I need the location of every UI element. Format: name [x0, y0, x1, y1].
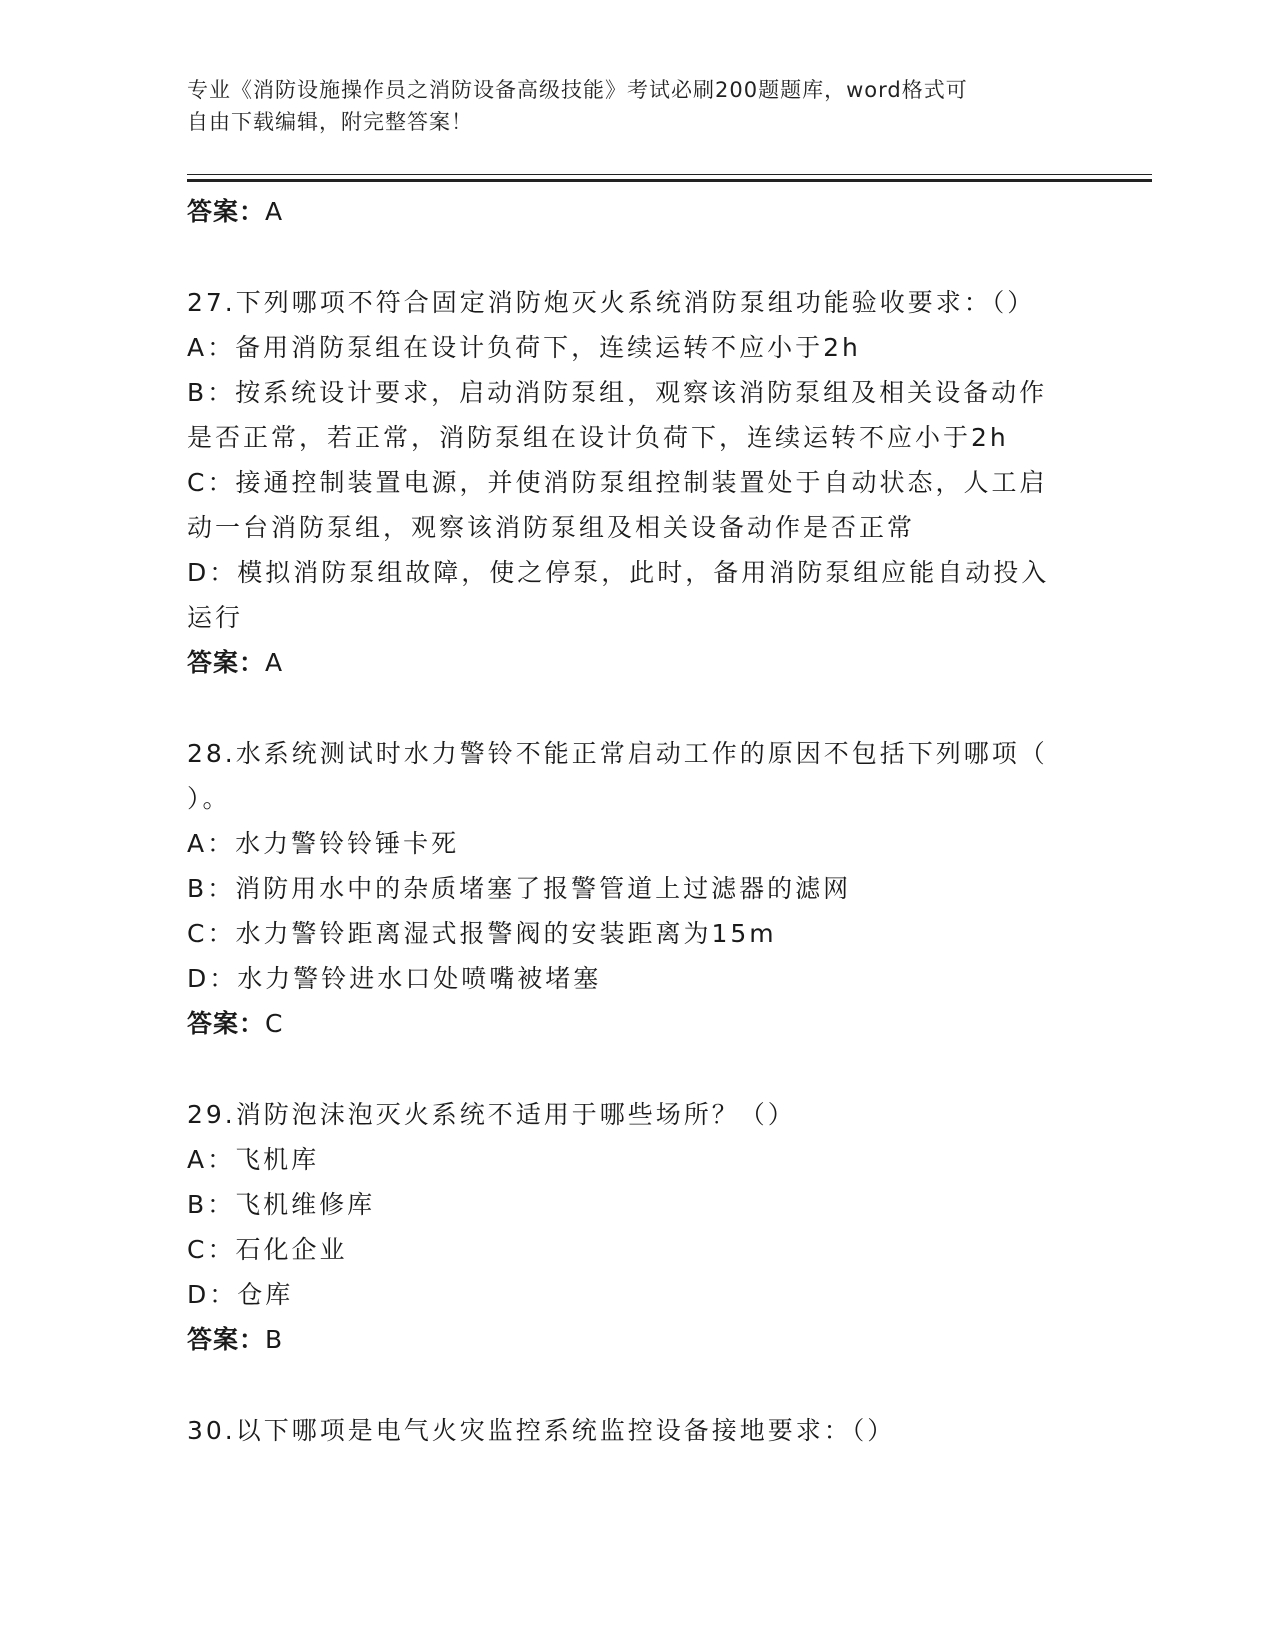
spacer: [187, 1047, 1087, 1092]
spacer: [187, 686, 1087, 731]
question-item: [187, 1408, 1087, 1453]
question-list: [187, 189, 1087, 1453]
option-b: [187, 370, 1087, 460]
answer-value: C: [265, 1009, 284, 1038]
answer-value: B: [265, 1325, 284, 1354]
header-line-2: 自由下载编辑，附完整答案！: [187, 110, 473, 134]
option-d: D：仓库: [187, 1280, 294, 1309]
header-divider-thin: [187, 174, 1152, 175]
page-header: [187, 74, 1087, 138]
option-c: [187, 460, 1087, 550]
answer-line: [187, 640, 1087, 686]
option-text: D：模拟消防泵组故障，使之停泵，此时，备用消防泵组应能自动投入: [187, 558, 1050, 587]
answer-line: [187, 189, 1087, 235]
option-text: B：按系统设计要求，启动消防泵组，观察该消防泵组及相关设备动作: [187, 378, 1048, 407]
option-text-continued: 动一台消防泵组，观察该消防泵组及相关设备动作是否正常: [187, 513, 916, 542]
question-item: [187, 280, 1087, 686]
question-item: [187, 731, 1087, 1047]
answer-label: 答案：: [187, 1325, 266, 1354]
option-b: B：飞机维修库: [187, 1190, 376, 1219]
header-line-1: 专业《消防设施操作员之消防设备高级技能》考试必刷200题题库，word格式可: [187, 78, 968, 102]
header-divider-thick: [187, 179, 1152, 182]
answer-label: 答案：: [187, 197, 266, 226]
option-text: A：备用消防泵组在设计负荷下，连续运转不应小于2h: [187, 333, 861, 362]
option-c: C：石化企业: [187, 1235, 348, 1264]
question-stem: 29.消防泡沫泡灭火系统不适用于哪些场所？（）: [187, 1100, 796, 1129]
option-text: C：接通控制装置电源，并使消防泵组控制装置处于自动状态，人工启: [187, 468, 1048, 497]
answer-line: [187, 1317, 1087, 1363]
answer-value: A: [265, 648, 284, 677]
question-item: [187, 1092, 1087, 1363]
spacer: [187, 1363, 1087, 1408]
question-stem-continued: ）。: [187, 784, 231, 813]
question-stem: 28.水系统测试时水力警铃不能正常启动工作的原因不包括下列哪项（: [187, 739, 1048, 768]
answer-value: A: [265, 197, 284, 226]
option-c: C：水力警铃距离湿式报警阀的安装距离为15m: [187, 919, 777, 948]
question-stem: 30.以下哪项是电气火灾监控系统监控设备接地要求：（）: [187, 1416, 896, 1445]
option-d: [187, 550, 1087, 640]
answer-label: 答案：: [187, 648, 266, 677]
spacer: [187, 235, 1087, 280]
option-a: A：水力警铃铃锤卡死: [187, 829, 460, 858]
option-text-continued: 运行: [187, 603, 244, 632]
answer-label: 答案：: [187, 1009, 266, 1038]
option-a: [187, 325, 1087, 370]
option-a: A：飞机库: [187, 1145, 320, 1174]
answer-line: [187, 1001, 1087, 1047]
option-b: B：消防用水中的杂质堵塞了报警管道上过滤器的滤网: [187, 874, 852, 903]
question-stem: 27.下列哪项不符合固定消防炮灭火系统消防泵组功能验收要求：（）: [187, 288, 1036, 317]
option-d: D：水力警铃进水口处喷嘴被堵塞: [187, 964, 602, 993]
option-text-continued: 是否正常，若正常，消防泵组在设计负荷下，连续运转不应小于2h: [187, 423, 1009, 452]
